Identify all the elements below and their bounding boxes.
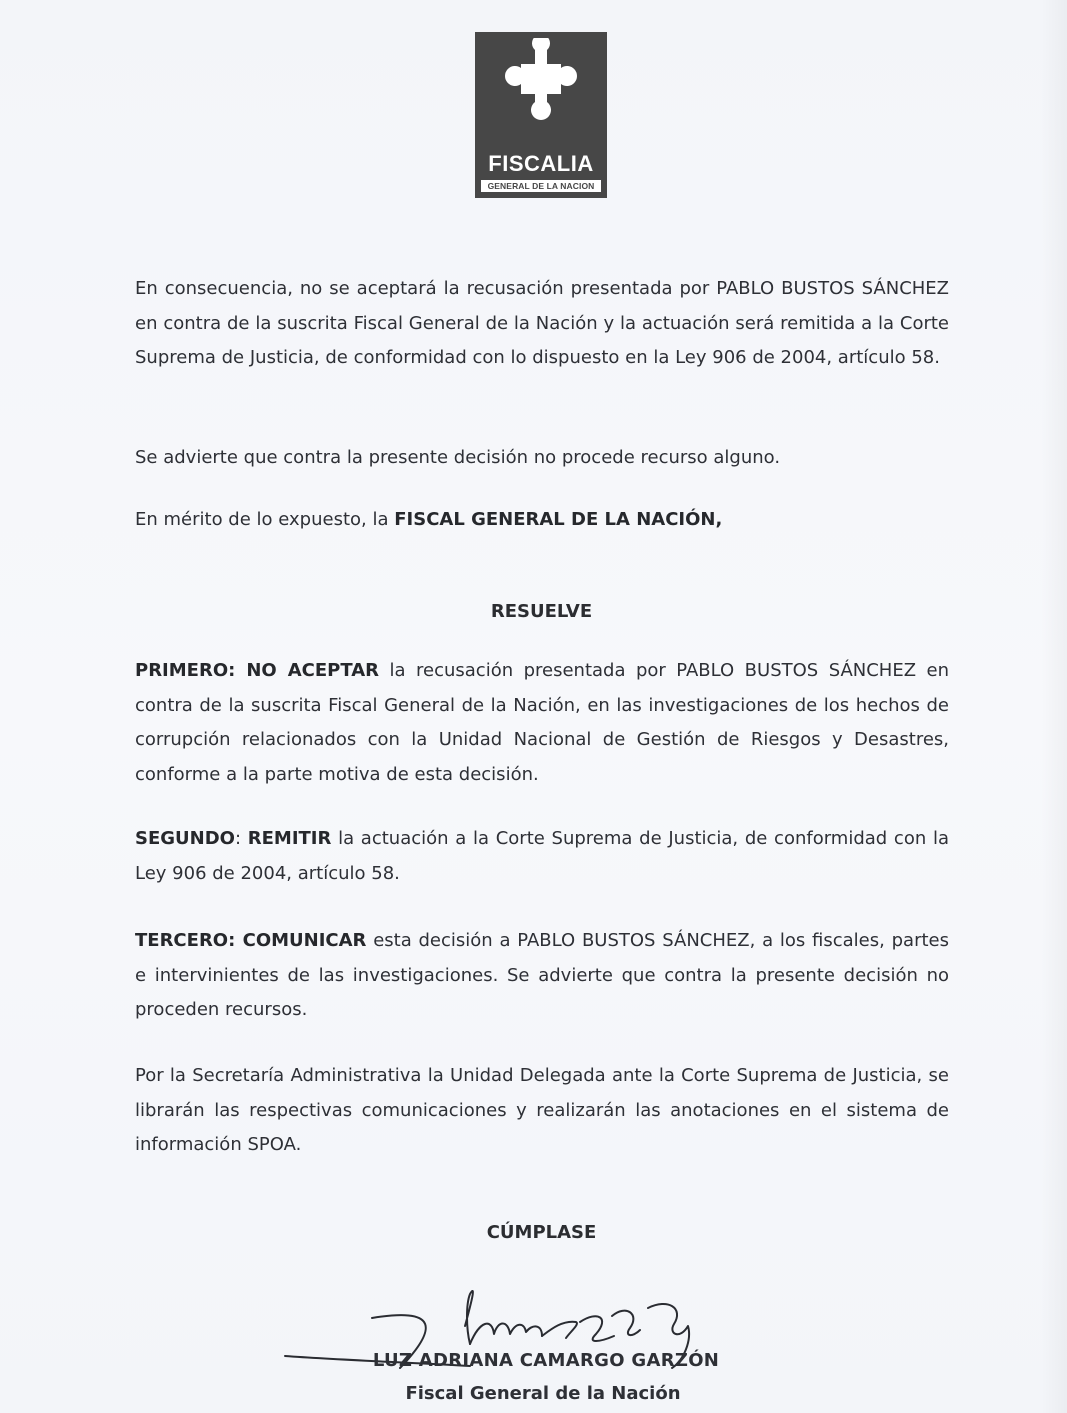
puzzle-piece-icon	[499, 38, 583, 148]
heading-cumplase: CÚMPLASE	[486, 1222, 597, 1243]
merito-text: En mérito de lo expuesto, la	[135, 509, 395, 530]
fiscalia-logo	[475, 32, 607, 198]
paragraph-segundo	[135, 822, 949, 891]
paragraph-secretaria: Por la Secretaría Administrativa la Unidad Delegada ante la Corte Suprema de Justicia, se librarán las respectivas comunicaciones y realizarán las anotaciones en el sistema de información SPOA.	[135, 1065, 949, 1155]
logo-wordmark: FISCALIA	[488, 151, 594, 176]
logo-subtitle: GENERAL DE LA NACION	[481, 180, 601, 192]
paper-edge-shadow	[1041, 0, 1067, 1413]
signatory-name: LUZ ADRIANA CAMARGO GARZÓN	[372, 1350, 720, 1371]
segundo-text: la actuación a la Corte Suprema de Justicia, de conformidad con la Ley 906 de 2004, artículo 58.	[135, 828, 949, 884]
primero-text: la recusación presentada por PABLO BUSTOS SÁNCHEZ en contra de la suscrita Fiscal General de la Nación, en las investigaciones de los hechos de corrupción relacionados con la Unidad Nacional de Gestión de Riesgos y Desastres, conforme a la parte motiva de esta decisión.	[135, 660, 949, 785]
paragraph-consecuencia: En consecuencia, no se aceptará la recusación presentada por PABLO BUSTOS SÁNCHEZ en contra de la suscrita Fiscal General de la Nación y la actuación será remitida a la Corte Suprema de Justicia, de conformidad con lo dispuesto en la Ley 906 de 2004, artículo 58.	[135, 278, 949, 368]
signatory-title: Fiscal General de la Nación	[405, 1383, 681, 1404]
primero-label: PRIMERO: NO ACEPTAR	[135, 660, 380, 681]
segundo-bold: REMITIR	[247, 828, 332, 849]
paragraph-merito	[135, 503, 949, 538]
tercero-label: TERCERO: COMUNICAR	[135, 930, 367, 951]
paragraph-primero	[135, 654, 949, 792]
paragraph-tercero	[135, 924, 949, 1028]
paragraph-advierte: Se advierte que contra la presente decisión no procede recurso alguno.	[135, 447, 781, 468]
segundo-label: SEGUNDO	[135, 828, 235, 849]
segundo-colon: :	[234, 828, 248, 849]
merito-bold: FISCAL GENERAL DE LA NACIÓN,	[394, 509, 723, 530]
heading-resuelve: RESUELVE	[490, 601, 593, 622]
tercero-text: esta decisión a PABLO BUSTOS SÁNCHEZ, a los fiscales, partes e intervinientes de las investigaciones. Se advierte que contra la presente decisión no proceden recursos.	[135, 930, 949, 1020]
